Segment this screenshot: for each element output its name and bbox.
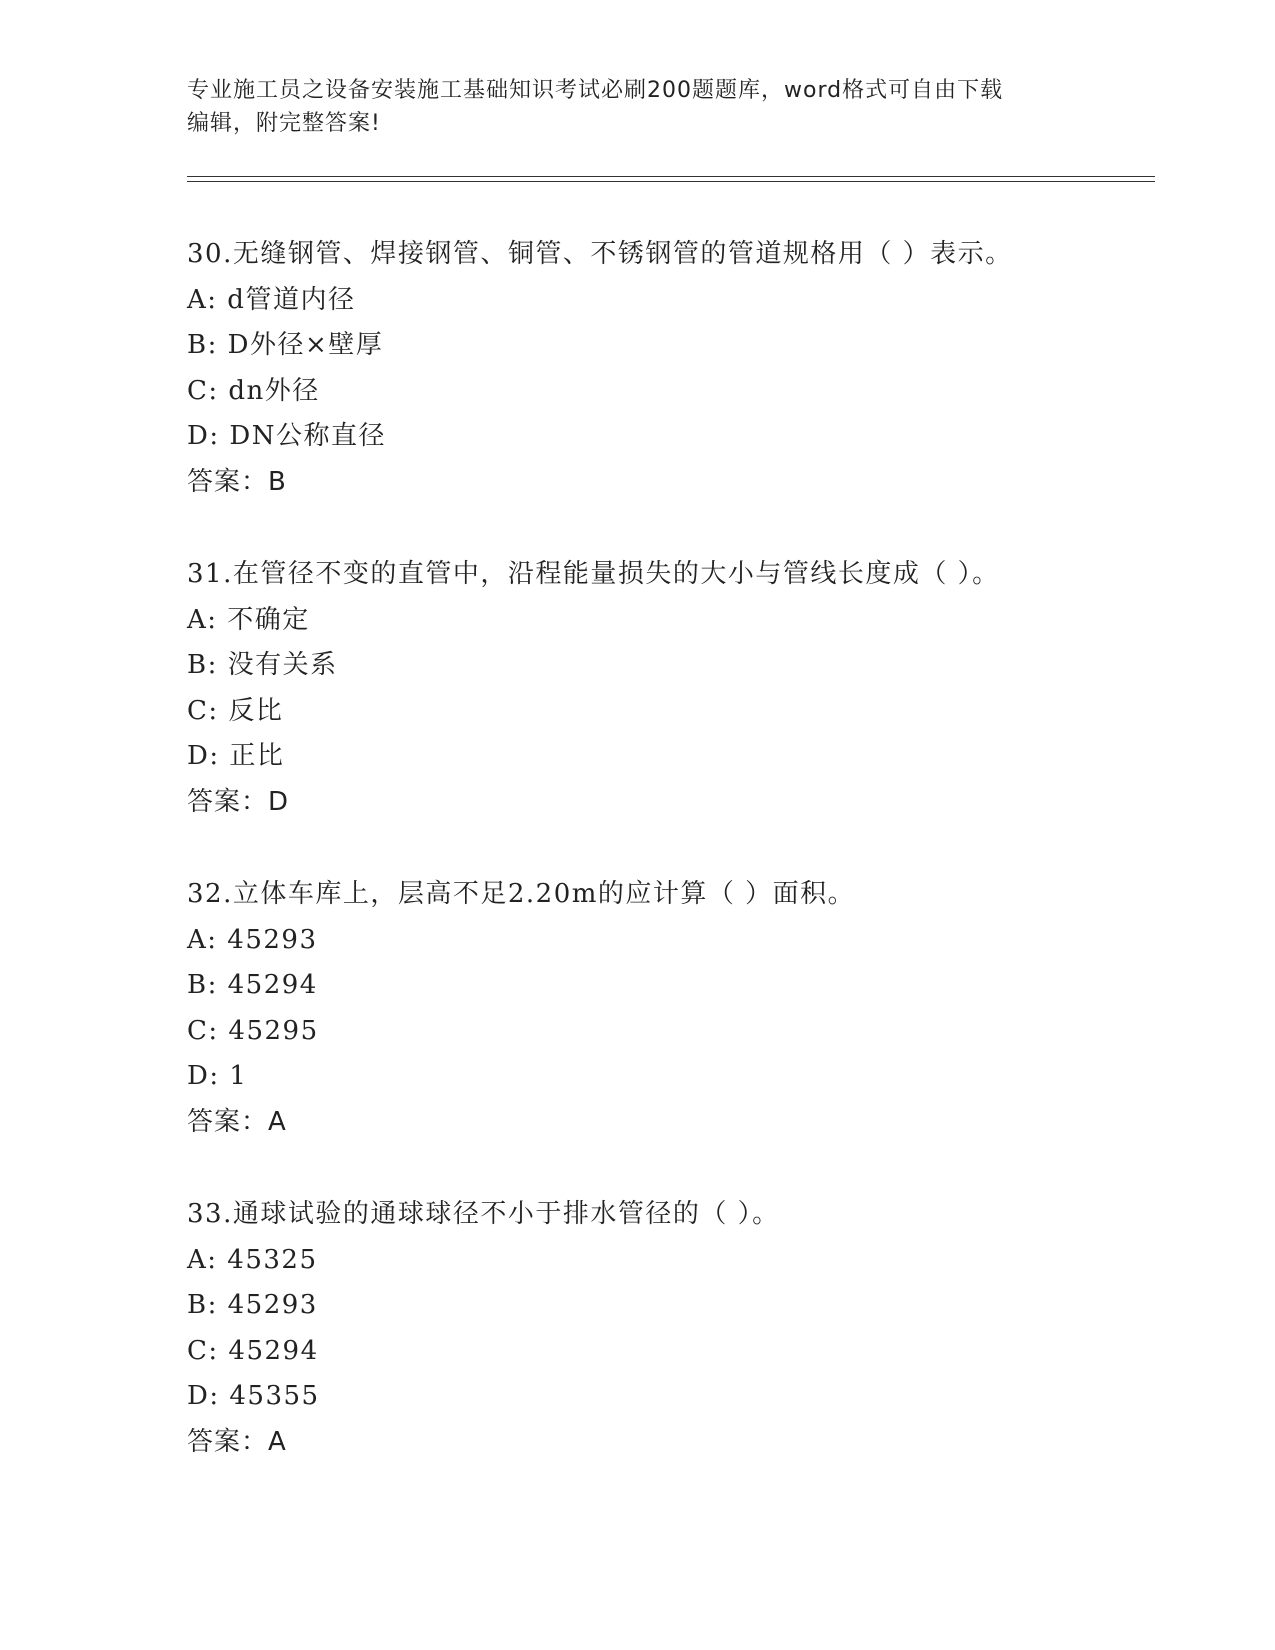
option-b: B: 没有关系 (187, 650, 338, 680)
option-a: A: 不确定 (187, 604, 310, 635)
question-stem: 30.无缝钢管、焊接钢管、铜管、不锈钢管的管道规格用（ ）表示。 (187, 239, 1013, 269)
option-a: A: d管道内径 (187, 284, 356, 315)
answer-label: 答案：A (187, 1426, 287, 1457)
answer-label: 答案：D (187, 786, 290, 817)
option-a: A: 45293 (187, 924, 318, 955)
header-divider-bottom (187, 181, 1155, 182)
question-30 (187, 232, 1167, 552)
question-stem: 33.通球试验的通球球径不小于排水管径的（ ）。 (187, 1199, 780, 1229)
header-divider-top (187, 176, 1155, 177)
option-d: D: DN公称直径 (187, 421, 386, 451)
option-b: B: 45294 (187, 970, 318, 1000)
question-list (187, 232, 1167, 1512)
option-c: C: 反比 (187, 695, 284, 726)
option-c: C: 45295 (187, 1015, 319, 1046)
question-31 (187, 552, 1167, 872)
option-a: A: 45325 (187, 1244, 318, 1275)
question-stem: 31.在管径不变的直管中，沿程能量损失的大小与管线长度成（ ）。 (187, 559, 1000, 589)
option-d: D: 1 (187, 1061, 248, 1091)
question-33 (187, 1192, 1167, 1512)
option-c: C: 45294 (187, 1335, 319, 1366)
answer-label: 答案：A (187, 1106, 287, 1137)
option-d: D: 45355 (187, 1381, 320, 1411)
option-c: C: dn外径 (187, 375, 320, 406)
document-header (187, 74, 1087, 140)
header-line-1: 专业施工员之设备安装施工基础知识考试必刷200题题库，word格式可自由下载 (187, 78, 1004, 103)
option-d: D: 正比 (187, 741, 285, 771)
header-line-2: 编辑，附完整答案! (187, 111, 381, 136)
option-b: B: D外径×壁厚 (187, 330, 384, 360)
question-stem: 32.立体车库上，层高不足2.20m的应计算（ ）面积。 (187, 879, 856, 909)
option-b: B: 45293 (187, 1290, 318, 1320)
answer-label: 答案：B (187, 466, 287, 497)
question-32 (187, 872, 1167, 1192)
